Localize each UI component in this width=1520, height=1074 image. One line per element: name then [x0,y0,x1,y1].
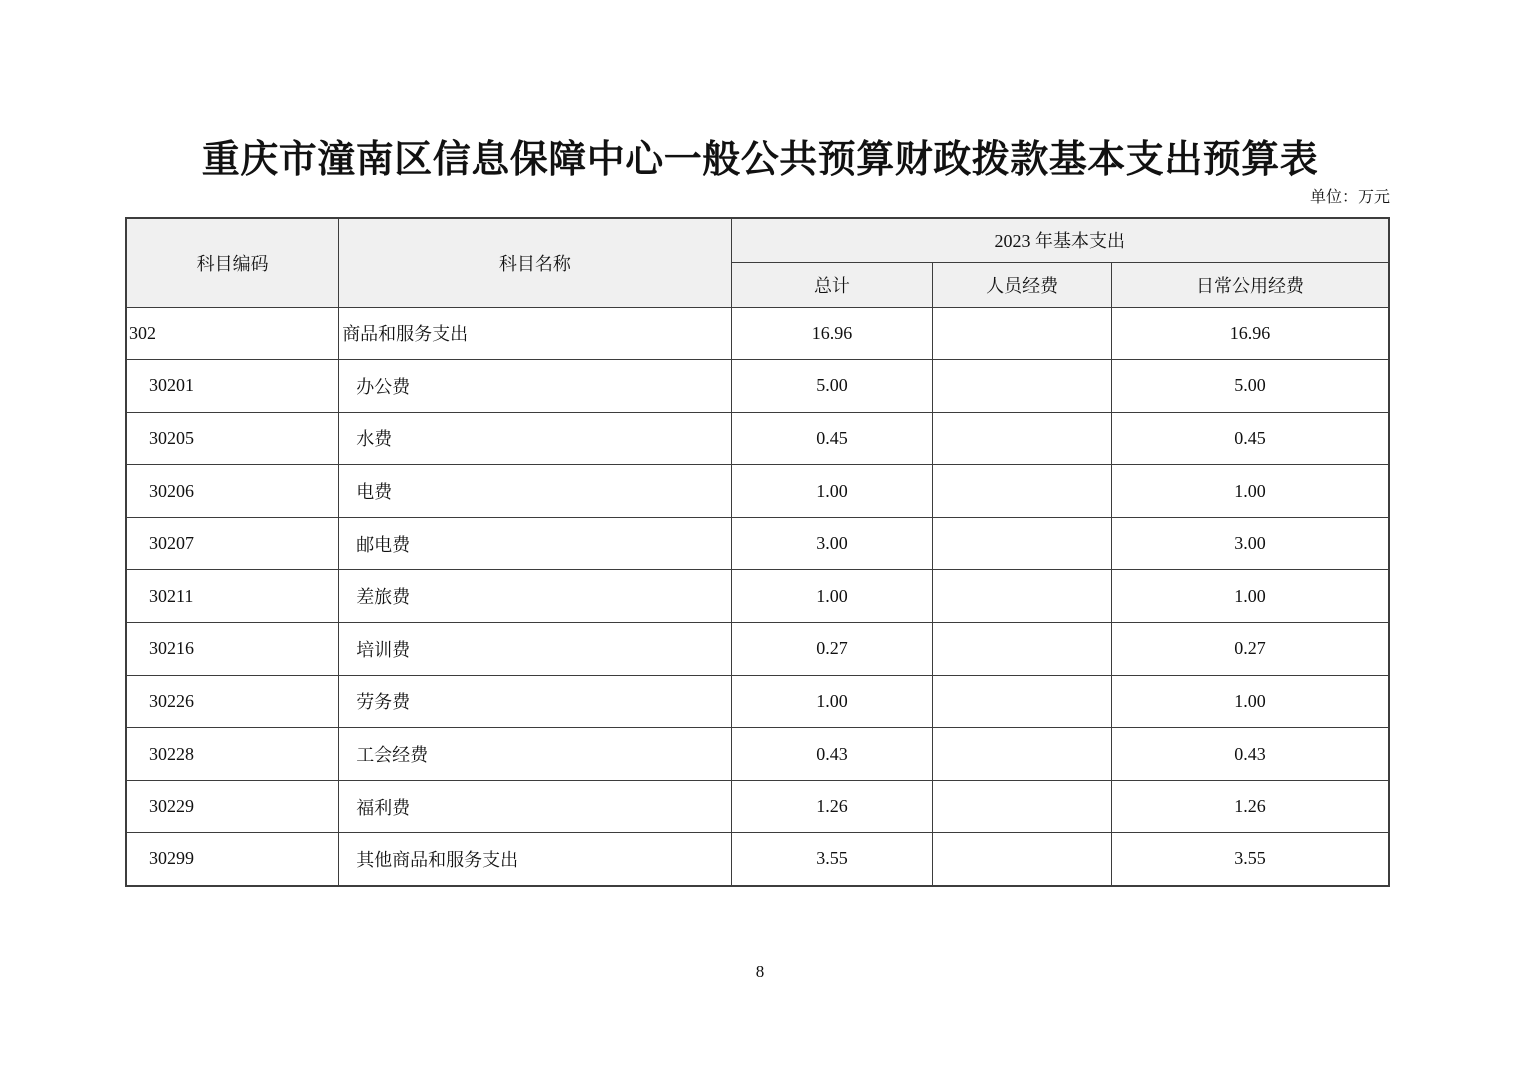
personnel-cell [933,517,1112,570]
total-cell: 5.00 [731,360,933,413]
page-number: 8 [755,962,765,981]
header-row-group [126,218,1389,262]
subject-name-cell: 邮电费 [339,517,731,570]
subject-code-cell: 30205 [126,412,339,465]
total-cell: 16.96 [731,307,933,360]
col-header-subject-name: 科目名称 [339,218,731,307]
total-cell: 1.26 [731,780,933,833]
personnel-cell [933,307,1112,360]
table-row [126,675,1389,728]
table-row [126,570,1389,623]
total-cell: 3.00 [731,517,933,570]
personnel-cell [933,675,1112,728]
total-cell: 1.00 [731,570,933,623]
subject-code-cell: 30206 [126,465,339,518]
daily-cell: 0.45 [1111,412,1389,465]
total-cell: 1.00 [731,465,933,518]
table-row [126,307,1389,360]
col-header-daily-public-funds: 日常公用经费 [1111,262,1389,307]
daily-cell: 1.00 [1111,675,1389,728]
table-row [126,412,1389,465]
personnel-cell [933,412,1112,465]
table-row [126,780,1389,833]
subject-name-cell: 培训费 [339,623,731,676]
budget-table-header [126,218,1389,307]
subject-name-cell: 劳务费 [339,675,731,728]
col-header-total: 总计 [731,262,933,307]
page-title: 重庆市潼南区信息保障中心一般公共预算财政拨款基本支出预算表 [201,139,1319,181]
table-row [126,517,1389,570]
subject-name-cell: 办公费 [339,360,731,413]
table-row [126,833,1389,886]
budget-table [125,217,1390,887]
subject-name-cell: 工会经费 [339,728,731,781]
subject-code-cell: 30226 [126,675,339,728]
table-row [126,360,1389,413]
subject-code-cell: 30211 [126,570,339,623]
budget-table-body [126,307,1389,886]
subject-code-cell: 30229 [126,780,339,833]
daily-cell: 3.55 [1111,833,1389,886]
subject-code-cell: 30299 [126,833,339,886]
daily-cell: 0.43 [1111,728,1389,781]
subject-name-cell: 水费 [339,412,731,465]
subject-name-cell: 其他商品和服务支出 [339,833,731,886]
col-header-subject-code: 科目编码 [126,218,339,307]
total-cell: 0.43 [731,728,933,781]
table-row [126,465,1389,518]
personnel-cell [933,465,1112,518]
daily-cell: 0.27 [1111,623,1389,676]
daily-cell: 5.00 [1111,360,1389,413]
personnel-cell [933,728,1112,781]
daily-cell: 16.96 [1111,307,1389,360]
total-cell: 3.55 [731,833,933,886]
subject-name-cell: 福利费 [339,780,731,833]
daily-cell: 1.00 [1111,465,1389,518]
subject-name-cell: 商品和服务支出 [339,307,731,360]
subject-name-cell: 电费 [339,465,731,518]
subject-code-cell: 30201 [126,360,339,413]
total-cell: 0.45 [731,412,933,465]
table-row [126,728,1389,781]
daily-cell: 1.00 [1111,570,1389,623]
col-header-personnel-funds: 人员经费 [933,262,1112,307]
total-cell: 0.27 [731,623,933,676]
subject-code-cell: 30207 [126,517,339,570]
subject-code-cell: 30216 [126,623,339,676]
subject-name-cell: 差旅费 [339,570,731,623]
daily-cell: 3.00 [1111,517,1389,570]
table-row [126,623,1389,676]
subject-code-cell: 302 [126,307,339,360]
personnel-cell [933,833,1112,886]
total-cell: 1.00 [731,675,933,728]
unit-note: 单位：万元 [1309,189,1390,206]
daily-cell: 1.26 [1111,780,1389,833]
personnel-cell [933,360,1112,413]
personnel-cell [933,780,1112,833]
col-header-2023-basic-expenditure: 2023 年基本支出 [731,218,1389,262]
personnel-cell [933,570,1112,623]
personnel-cell [933,623,1112,676]
subject-code-cell: 30228 [126,728,339,781]
